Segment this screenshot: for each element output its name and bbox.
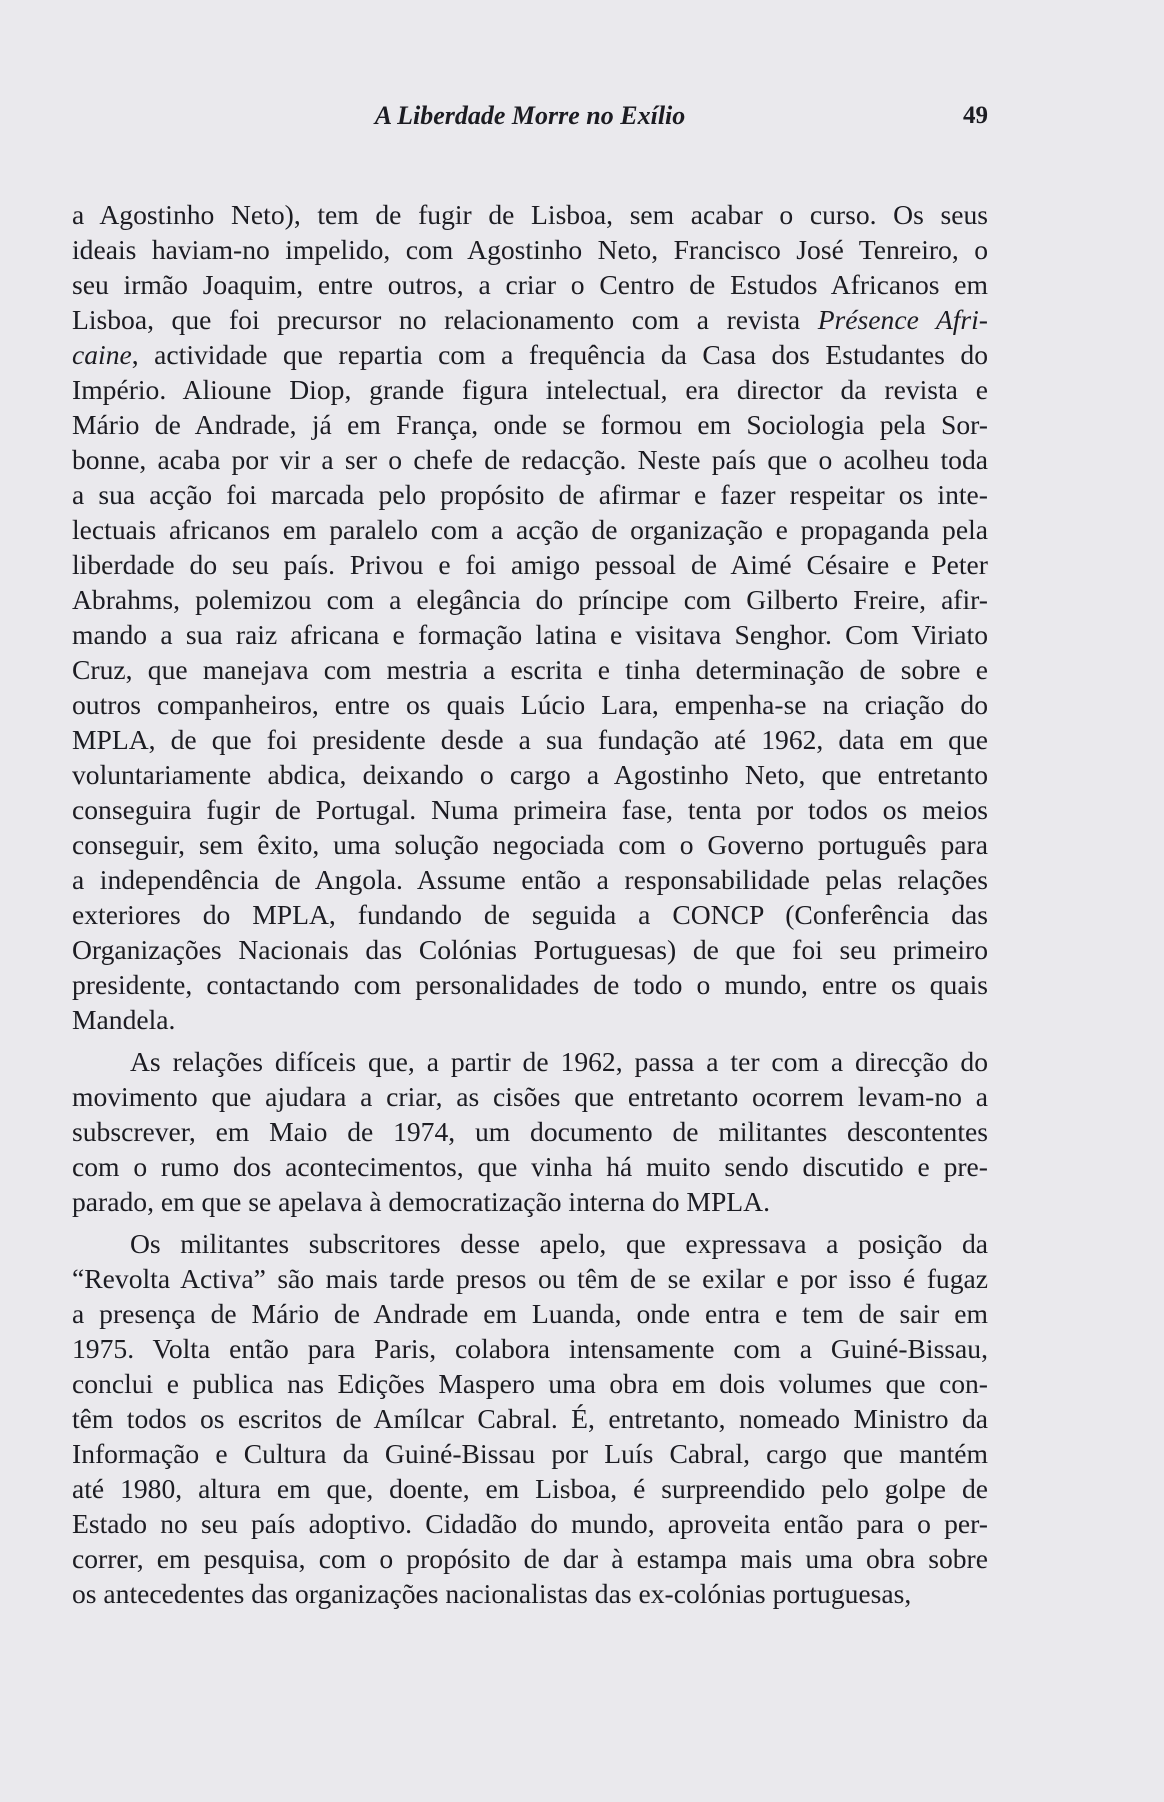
italic-title: caine [72, 339, 132, 370]
paragraph [72, 1044, 988, 1219]
text-line [72, 827, 988, 862]
text-run: subscrever, em Maio de 1974, um documento de militantes descontentes [72, 1116, 988, 1147]
text-run: liberdade do seu país. Privou e foi amigo pessoal de Aimé Césaire e Peter [72, 549, 988, 580]
text-line [72, 372, 988, 407]
paragraph-gap [72, 1037, 988, 1044]
text-line [72, 1541, 988, 1576]
text-line [72, 442, 988, 477]
text-run: a presença de Mário de Andrade em Luanda, onde entra e tem de sair em [72, 1298, 988, 1329]
text-run: correr, em pesquisa, com o propósito de dar à estampa mais uma obra sobre [72, 1543, 988, 1574]
text-line [72, 337, 988, 372]
text-line [72, 652, 988, 687]
text-line [72, 1366, 988, 1401]
text-run: têm todos os escritos de Amílcar Cabral. É, entretanto, nomeado Ministro da [72, 1403, 988, 1434]
text-run: Estado no seu país adoptivo. Cidadão do mundo, aproveita então para o per- [72, 1508, 988, 1539]
text-line [72, 582, 988, 617]
text-line [72, 1331, 988, 1366]
text-run: seu irmão Joaquim, entre outros, a criar o Centro de Estudos Africanos em [72, 269, 988, 300]
text-run: presidente, contactando com personalidades de todo o mundo, entre os quais [72, 969, 988, 1000]
text-run: até 1980, altura em que, doente, em Lisboa, é surpreendido pelo golpe de [72, 1473, 988, 1504]
text-line [72, 1471, 988, 1506]
running-title: A Liberdade Morre no Exílio [374, 101, 686, 130]
text-run: mando a sua raiz africana e formação latina e visitava Senghor. Com Viriato [72, 619, 988, 650]
paragraph-gap [72, 1219, 988, 1226]
text-run: ideais haviam-no impelido, com Agostinho Neto, Francisco José Tenreiro, o [72, 234, 988, 265]
text-line [72, 932, 988, 967]
text-line [72, 1296, 988, 1331]
text-line [72, 967, 988, 1002]
paragraph [72, 197, 988, 1037]
text-line [72, 407, 988, 442]
text-line [72, 792, 988, 827]
text-line [72, 1261, 988, 1296]
text-run: a sua acção foi marcada pelo propósito de afirmar e fazer respeitar os inte- [72, 479, 988, 510]
text-line [72, 897, 988, 932]
text-run: exteriores do MPLA, fundando de seguida a CONCP (Conferência das [72, 899, 988, 930]
text-line [72, 547, 988, 582]
text-run: Cruz, que manejava com mestria a escrita e tinha determinação de sobre e [72, 654, 988, 685]
text-line [72, 477, 988, 512]
text-line [72, 1506, 988, 1541]
text-run: lectuais africanos em paralelo com a acção de organização e propaganda pela [72, 514, 988, 545]
text-run: , actividade que repartia com a frequência da Casa dos Estudantes do [131, 339, 988, 370]
text-run: movimento que ajudara a criar, as cisões que entretanto ocorrem levam-no a [72, 1081, 988, 1112]
text-run: a independência de Angola. Assume então a responsabilidade pelas relações [72, 864, 988, 895]
text-line [72, 1149, 988, 1184]
text-run: As relações difíceis que, a partir de 1962, passa a ter com a direcção do [130, 1046, 988, 1077]
text-run: Os militantes subscritores desse apelo, que expressava a posição da [130, 1228, 988, 1259]
text-line [72, 862, 988, 897]
text-run: Lisboa, que foi precursor no relacionamento com a revista [72, 304, 818, 335]
text-run: Mário de Andrade, já em França, onde se formou em Sociologia pela Sor- [72, 409, 988, 440]
page-number: 49 [963, 102, 988, 129]
text-run: parado, em que se apelava à democratização interna do MPLA. [72, 1186, 770, 1217]
text-run: conseguira fugir de Portugal. Numa primeira fase, tenta por todos os meios [72, 794, 988, 825]
text-line [72, 197, 988, 232]
text-run: Império. Alioune Diop, grande figura intelectual, era director da revista e [72, 374, 988, 405]
text-line [72, 512, 988, 547]
text-line [72, 1576, 988, 1611]
paragraph [72, 1226, 988, 1611]
text-run: “Revolta Activa” são mais tarde presos ou têm de se exilar e por isso é fugaz [72, 1263, 988, 1294]
text-run: Abrahms, polemizou com a elegância do príncipe com Gilberto Freire, afir- [72, 584, 988, 615]
text-line [72, 302, 988, 337]
body-text [72, 197, 988, 1611]
text-run: voluntariamente abdica, deixando o cargo a Agostinho Neto, que entretanto [72, 759, 988, 790]
text-run: bonne, acaba por vir a ser o chefe de redacção. Neste país que o acolheu toda [72, 444, 988, 475]
text-line [72, 1114, 988, 1149]
text-run: 1975. Volta então para Paris, colabora intensamente com a Guiné-Bissau, [72, 1333, 988, 1364]
text-line [72, 1226, 988, 1261]
text-line [72, 1002, 988, 1037]
text-run: com o rumo dos acontecimentos, que vinha há muito sendo discutido e pre- [72, 1151, 988, 1182]
italic-title: Présence Afri- [817, 304, 988, 335]
text-line [72, 757, 988, 792]
text-line [72, 232, 988, 267]
text-run: conseguir, sem êxito, uma solução negociada com o Governo português para [72, 829, 988, 860]
text-run: Organizações Nacionais das Colónias Portuguesas) de que foi seu primeiro [72, 934, 988, 965]
text-run: os antecedentes das organizações nacionalistas das ex-colónias portuguesas, [72, 1578, 912, 1609]
text-run: Mandela. [72, 1004, 176, 1035]
text-line [72, 1401, 988, 1436]
text-run: a Agostinho Neto), tem de fugir de Lisboa, sem acabar o curso. Os seus [72, 199, 988, 230]
text-run: conclui e publica nas Edições Maspero uma obra em dois volumes que con- [72, 1368, 988, 1399]
text-line [72, 1436, 988, 1471]
text-run: Informação e Cultura da Guiné-Bissau por Luís Cabral, cargo que mantém [72, 1438, 988, 1469]
text-line [72, 687, 988, 722]
text-run: MPLA, de que foi presidente desde a sua fundação até 1962, data em que [72, 724, 988, 755]
running-head [72, 96, 988, 136]
text-line [72, 1079, 988, 1114]
text-line [72, 267, 988, 302]
text-line [72, 722, 988, 757]
text-line [72, 1044, 988, 1079]
text-line [72, 1184, 988, 1219]
text-line [72, 617, 988, 652]
text-run: outros companheiros, entre os quais Lúcio Lara, empenha-se na criação do [72, 689, 988, 720]
